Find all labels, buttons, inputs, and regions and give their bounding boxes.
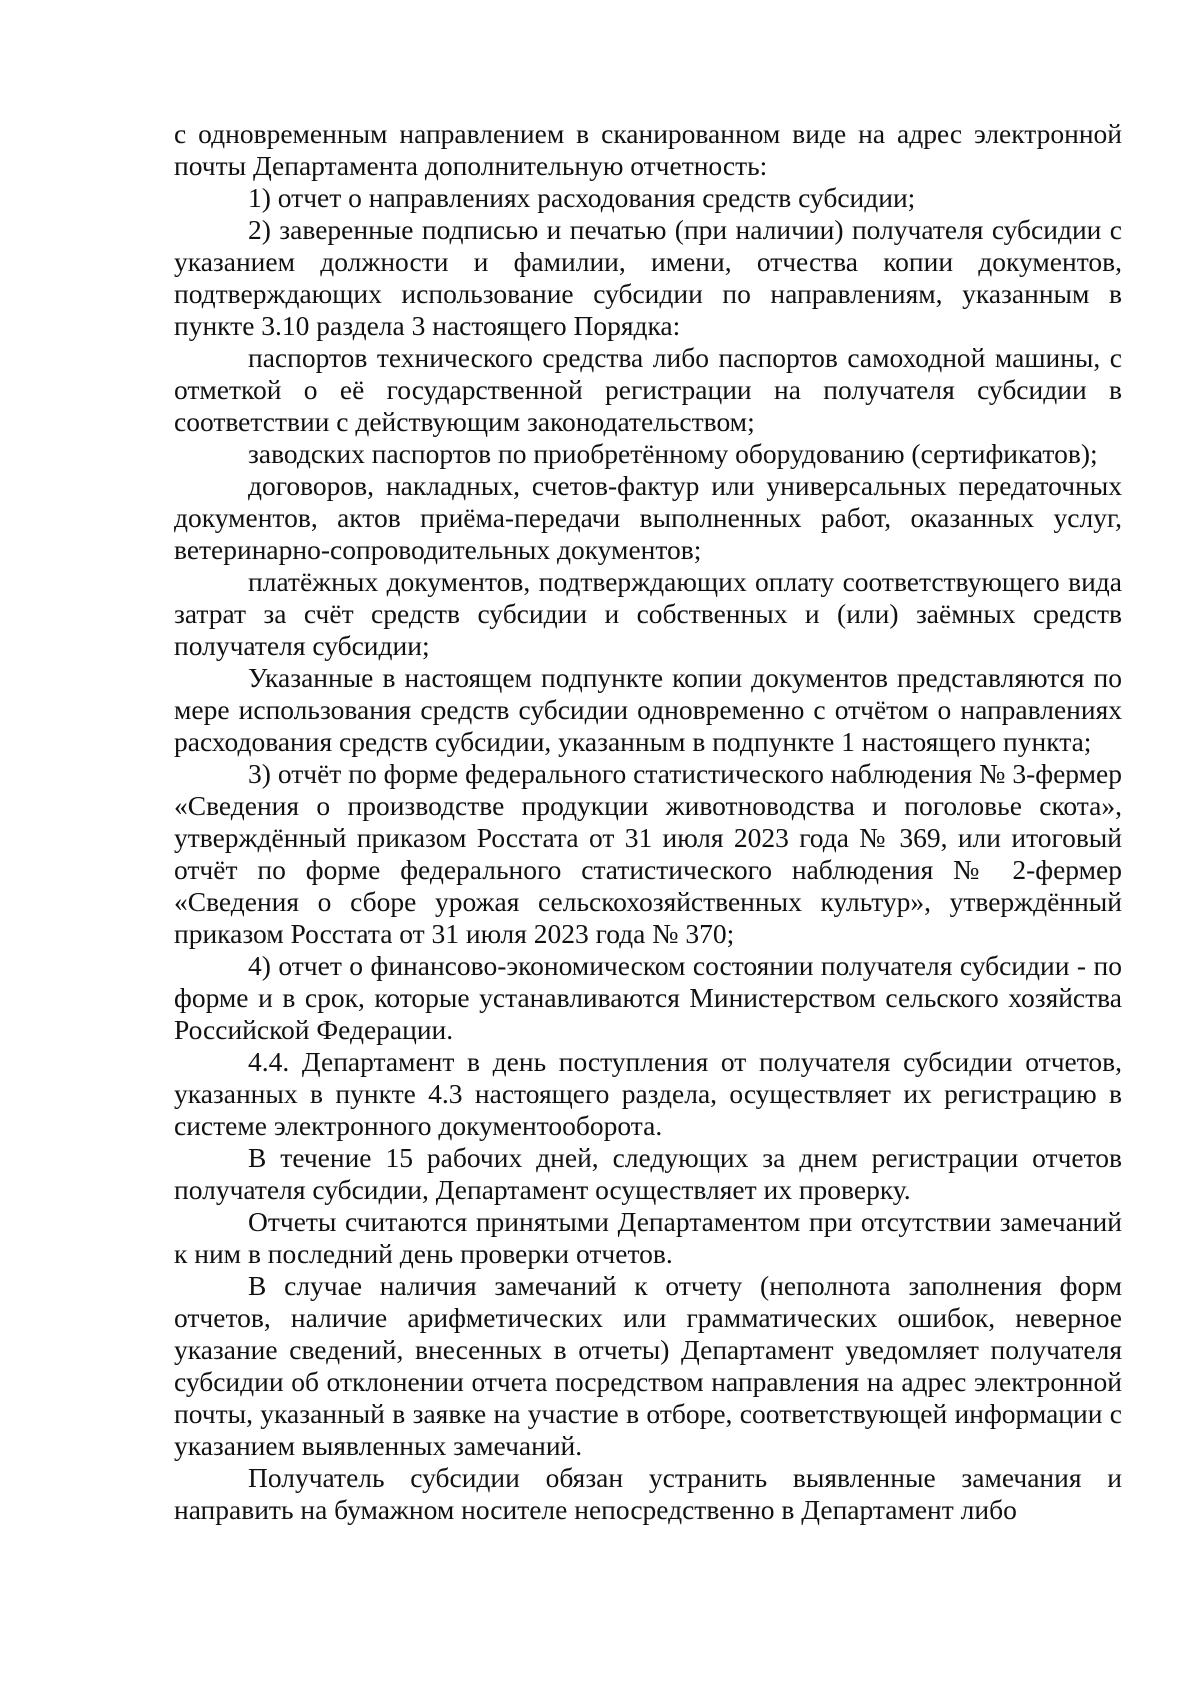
paragraph-recipient-obliged: Получатель субсидии обязан устранить выявленные замечания и направить на бумажном носителе непосредственно в Департамент либо bbox=[174, 1462, 1122, 1525]
paragraph-item-2: 2) заверенные подписью и печатью (при наличии) получателя субсидии с указанием должности и фамилии, имени, отчества копии документов, подтверждающих использование субсидии по направлениям, указанным в пункте 3.10 раздела 3 настоящего Порядка: bbox=[174, 214, 1122, 341]
paragraph-copies-note: Указанные в настоящем подпункте копии документов представляются по мере использования средств субсидии одновременно с отчётом о направлениях расходования средств субсидии, указанным в подпункте 1 настоящего пункта; bbox=[174, 662, 1122, 757]
document-body bbox=[174, 118, 1122, 1526]
paragraph-payment-documents: платёжных документов, подтверждающих оплату соответствующего вида затрат за счёт средств субсидии и собственных и (или) заёмных средств получателя субсидии; bbox=[174, 566, 1122, 661]
paragraph-remarks: В случае наличия замечаний к отчету (неполнота заполнения форм отчетов, наличие арифметических или грамматических ошибок, неверное указание сведений, внесенных в отчеты) Департамент уведомляет получателя субсидии об отклонении отчета посредством направления на адрес электронной почты, указанный в заявке на участие в отборе, соответствующей информации с указанием выявленных замечаний. bbox=[174, 1270, 1122, 1461]
paragraph-passports: паспортов технического средства либо паспортов самоходной машины, с отметкой о её государственной регистрации на получателя субсидии в соответствии с действующим законодательством; bbox=[174, 342, 1122, 437]
paragraph-contracts: договоров, накладных, счетов-фактур или универсальных передаточных документов, актов приёма-передачи выполненных работ, оказанных услуг, ветеринарно-сопроводительных документов; bbox=[174, 470, 1122, 565]
paragraph-review-period: В течение 15 рабочих дней, следующих за днем регистрации отчетов получателя субсидии, Департамент осуществляет их проверку. bbox=[174, 1142, 1122, 1205]
paragraph-reports-accepted: Отчеты считаются принятыми Департаментом при отсутствии замечаний к ним в последний день проверки отчетов. bbox=[174, 1206, 1122, 1269]
paragraph-4-4: 4.4. Департамент в день поступления от получателя субсидии отчетов, указанных в пункте 4.3 настоящего раздела, осуществляет их регистрацию в системе электронного документооборота. bbox=[174, 1046, 1122, 1141]
paragraph-factory-passports: заводских паспортов по приобретённому оборудованию (сертификатов); bbox=[248, 438, 1098, 469]
paragraph-item-3: 3) отчёт по форме федерального статистического наблюдения № 3-фермер «Сведения о производстве продукции животноводства и поголовье скота», утверждённый приказом Росстата от 31 июля 2023 года № 369, или итоговый отчёт по форме федерального статистического наблюдения № 2-фермер «Сведения о сборе урожая сельскохозяйственных культур», утверждённый приказом Росстата от 31 июля 2023 года № 370; bbox=[174, 758, 1122, 949]
paragraph-continuation: с одновременным направлением в сканированном виде на адрес электронной почты Департамента дополнительную отчетность: bbox=[174, 118, 1122, 181]
paragraph-item-1: 1) отчет о направлениях расходования средств субсидии; bbox=[248, 182, 916, 213]
paragraph-item-4: 4) отчет о финансово-экономическом состоянии получателя субсидии - по форме и в срок, которые устанавливаются Министерством сельского хозяйства Российской Федерации. bbox=[174, 950, 1122, 1045]
